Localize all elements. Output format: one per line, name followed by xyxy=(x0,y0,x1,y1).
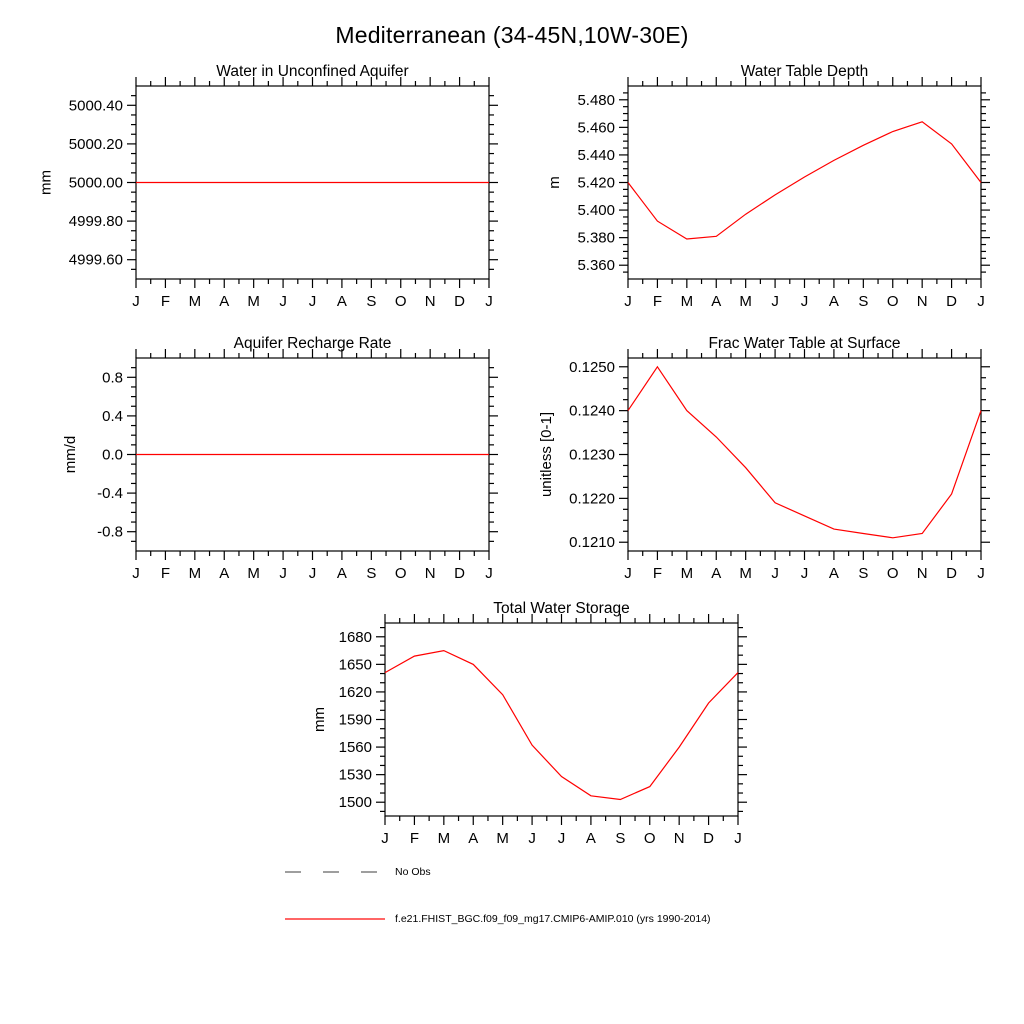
x-tick-label: A xyxy=(219,565,230,582)
x-tick-label: F xyxy=(409,830,420,847)
x-tick-label: J xyxy=(485,293,493,310)
x-tick-label: J xyxy=(624,565,632,582)
x-tick-label: J xyxy=(308,565,317,582)
legend-label-no-obs: No Obs xyxy=(395,866,431,878)
chart-title: Water Table Depth xyxy=(740,63,869,80)
legend-item-no-obs xyxy=(283,866,431,878)
x-tick-label: A xyxy=(468,830,479,847)
x-tick-label: J xyxy=(132,565,140,582)
y-tick-label: 4999.60 xyxy=(68,251,123,269)
model-run-line-swatch xyxy=(283,913,387,925)
x-tick-label: J xyxy=(279,293,287,310)
plot-frame xyxy=(628,358,981,551)
x-tick-label: J xyxy=(279,565,287,582)
chart-canvas xyxy=(6,330,511,598)
chart-canvas xyxy=(498,330,1003,598)
x-tick-label: O xyxy=(394,293,407,310)
x-tick-label: O xyxy=(886,565,899,582)
x-tick-label: O xyxy=(643,830,656,847)
x-tick-label: J xyxy=(624,293,632,310)
y-tick-label: 5.480 xyxy=(577,91,615,109)
x-tick-label: J xyxy=(485,565,493,582)
chart-aquifer-recharge-rate xyxy=(6,330,511,598)
y-tick-label: 1530 xyxy=(338,766,372,784)
x-tick-label: D xyxy=(703,830,715,847)
x-tick-label: F xyxy=(160,293,171,310)
chart-canvas xyxy=(6,58,511,326)
y-tick-label: 5.440 xyxy=(577,146,615,164)
x-tick-label: M xyxy=(680,293,694,310)
y-tick-label: 5.420 xyxy=(577,174,615,192)
x-tick-label: M xyxy=(496,830,509,847)
y-tick-label: 1620 xyxy=(338,683,372,701)
y-tick-label: 5.360 xyxy=(577,257,615,275)
x-tick-label: J xyxy=(308,293,317,310)
y-tick-label: 5.460 xyxy=(577,119,615,137)
chart-title: Total Water Storage xyxy=(493,600,630,617)
x-tick-label: J xyxy=(771,293,779,310)
x-tick-label: A xyxy=(828,565,839,582)
y-tick-label: 0.1250 xyxy=(569,358,615,376)
chart-canvas xyxy=(255,595,760,863)
x-tick-label: J xyxy=(528,830,536,847)
x-tick-label: M xyxy=(247,565,260,582)
chart-title: Water in Unconfined Aquifer xyxy=(216,63,409,80)
x-tick-label: A xyxy=(336,565,347,582)
y-tick-label: 1560 xyxy=(338,739,372,757)
x-tick-label: N xyxy=(916,565,928,582)
x-tick-label: M xyxy=(188,565,202,582)
x-tick-label: D xyxy=(454,565,466,582)
x-tick-label: D xyxy=(946,565,958,582)
chart-water-table-depth xyxy=(498,58,1003,326)
y-tick-label: 0.8 xyxy=(102,369,123,387)
chart-frac-water-table-at-surface xyxy=(498,330,1003,598)
x-tick-label: J xyxy=(771,565,779,582)
chart-canvas xyxy=(498,58,1003,326)
y-tick-label: 5000.40 xyxy=(68,97,123,115)
x-tick-label: O xyxy=(394,565,407,582)
x-tick-label: J xyxy=(734,830,742,847)
x-tick-label: M xyxy=(680,565,694,582)
x-tick-label: M xyxy=(739,565,752,582)
x-tick-label: N xyxy=(424,293,436,310)
y-tick-label: 5000.00 xyxy=(68,174,123,192)
y-tick-label: 4999.80 xyxy=(68,213,123,231)
x-tick-label: S xyxy=(858,565,869,582)
no-obs-dashed-line-swatch xyxy=(283,866,387,878)
x-tick-label: O xyxy=(886,293,899,310)
series-line xyxy=(385,651,738,800)
x-tick-label: F xyxy=(652,293,663,310)
x-tick-label: M xyxy=(188,293,202,310)
chart-water-in-unconfined-aquifer xyxy=(6,58,511,326)
x-tick-label: M xyxy=(247,293,260,310)
x-tick-label: A xyxy=(219,293,230,310)
x-tick-label: M xyxy=(739,293,752,310)
x-tick-label: A xyxy=(711,565,722,582)
y-axis-label: mm/d xyxy=(62,435,80,474)
x-tick-label: J xyxy=(800,293,809,310)
figure-title: Mediterranean (34-45N,10W-30E) xyxy=(335,22,689,48)
x-tick-label: S xyxy=(366,293,377,310)
x-tick-label: J xyxy=(557,830,566,847)
chart-title: Aquifer Recharge Rate xyxy=(233,335,392,352)
x-tick-label: D xyxy=(454,293,466,310)
x-tick-label: J xyxy=(800,565,809,582)
x-tick-label: A xyxy=(711,293,722,310)
y-axis-label: mm xyxy=(37,170,55,195)
x-tick-label: A xyxy=(828,293,839,310)
y-tick-label: 1680 xyxy=(338,628,372,646)
x-tick-label: N xyxy=(424,565,436,582)
y-tick-label: 0.1240 xyxy=(569,402,615,420)
legend-item-model-run xyxy=(283,913,711,925)
y-tick-label: 1590 xyxy=(338,711,372,729)
x-tick-label: J xyxy=(977,565,985,582)
series-line xyxy=(628,122,981,239)
y-tick-label: 1650 xyxy=(338,656,372,674)
x-tick-label: F xyxy=(160,565,171,582)
y-tick-label: 0.4 xyxy=(102,407,123,425)
y-tick-label: 0.1230 xyxy=(569,446,615,464)
x-tick-label: J xyxy=(977,293,985,310)
x-tick-label: N xyxy=(916,293,928,310)
y-tick-label: -0.4 xyxy=(97,485,123,503)
x-tick-label: S xyxy=(615,830,626,847)
y-axis-label: mm xyxy=(311,707,329,732)
x-tick-label: A xyxy=(585,830,596,847)
legend-label-model-run: f.e21.FHIST_BGC.f09_f09_mg17.CMIP6-AMIP.010 (yrs 1990-2014) xyxy=(395,913,711,925)
chart-total-water-storage xyxy=(255,595,760,863)
x-tick-label: A xyxy=(336,293,347,310)
y-axis-label: unitless [0-1] xyxy=(537,411,555,498)
x-tick-label: M xyxy=(437,830,451,847)
x-tick-label: S xyxy=(366,565,377,582)
x-tick-label: D xyxy=(946,293,958,310)
y-tick-label: 1500 xyxy=(338,794,372,812)
x-tick-label: F xyxy=(652,565,663,582)
y-tick-label: 0.0 xyxy=(102,446,123,464)
x-tick-label: N xyxy=(673,830,685,847)
y-tick-label: 5.400 xyxy=(577,202,615,220)
x-tick-label: S xyxy=(858,293,869,310)
y-tick-label: 0.1210 xyxy=(569,534,615,552)
y-tick-label: -0.8 xyxy=(97,523,123,541)
y-tick-label: 5000.20 xyxy=(68,135,123,153)
series-line xyxy=(628,367,981,538)
x-tick-label: J xyxy=(132,293,140,310)
chart-title: Frac Water Table at Surface xyxy=(708,335,901,352)
y-tick-label: 5.380 xyxy=(577,229,615,247)
y-tick-label: 0.1220 xyxy=(569,490,615,508)
y-axis-label: m xyxy=(546,176,563,189)
x-tick-label: J xyxy=(381,830,389,847)
plot-frame xyxy=(628,86,981,279)
